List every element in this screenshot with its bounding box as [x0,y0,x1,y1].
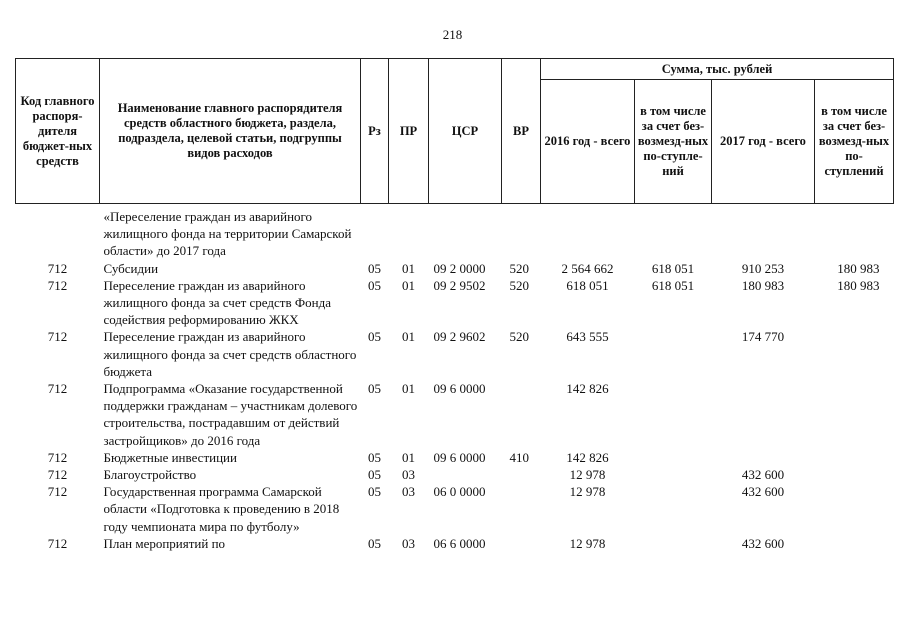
row-2017-free [815,483,894,535]
row-csr: 06 0 0000 [433,484,486,500]
row-2017-free [815,535,894,552]
row-code: 712 [47,260,68,276]
row-2017-total: 432 600 [741,535,785,551]
row-pr: 03 [402,535,415,551]
row-csr: 09 2 0000 [433,260,486,276]
header-2017-free: в том числе за счет без-возмезд-ных по-ступлений [815,80,894,204]
header-name: Наименование главного распорядителя средств областного бюджета, раздела, подраздела, целевой статьи, подгруппы видов расходов [100,59,361,204]
row-2017-free [815,466,894,483]
row-name: План мероприятий по [103,535,226,551]
row-vr [502,466,541,483]
row-name: Субсидии [103,260,159,276]
table-row [16,535,894,552]
row-2017-total: 432 600 [741,467,785,483]
row-csr [429,466,502,483]
row-vr [502,483,541,535]
row-code: 712 [47,484,68,500]
row-2017-total [712,204,815,260]
table-row [16,449,894,466]
row-2017-free: 180 983 [837,260,880,276]
row-rz: 05 [368,277,381,293]
row-2016-free [635,328,712,380]
row-code: 712 [47,467,68,483]
header-2016-total: 2016 год - всего [541,80,635,204]
row-2016-free [635,449,712,466]
header-rz: Рз [361,59,389,204]
table-row [16,204,894,260]
row-2017-free [815,204,894,260]
row-code: 712 [47,535,68,551]
row-2016-total: 142 826 [566,381,609,397]
row-2016-total [541,204,635,260]
row-2016-free [635,466,712,483]
row-pr: 01 [402,381,415,397]
row-vr [502,535,541,552]
row-rz [361,204,389,260]
row-csr: 06 6 0000 [433,535,486,551]
table-header [16,59,894,204]
table-row [16,483,894,535]
row-rz: 05 [368,260,381,276]
row-2017-total: 180 983 [741,277,785,293]
row-code: 712 [47,449,68,465]
row-vr: 410 [509,449,529,465]
row-code: 712 [47,381,68,397]
row-pr: 01 [402,260,415,276]
header-2017-total: 2017 год - всего [712,80,815,204]
budget-table [15,58,894,552]
row-2016-total: 2 564 662 [561,260,614,276]
header-csr: ЦСР [429,59,502,204]
row-pr: 01 [402,277,415,293]
header-code: Код главного распоря-дителя бюджет-ных средств [16,59,100,204]
row-rz: 05 [368,484,381,500]
row-csr: 09 6 0000 [433,449,486,465]
row-2016-free [635,483,712,535]
row-pr: 03 [402,467,415,483]
row-2017-free: 180 983 [837,277,880,293]
row-csr [429,204,502,260]
row-2016-total: 12 978 [569,467,606,483]
row-2017-total: 910 253 [741,260,785,276]
row-2017-free [815,328,894,380]
row-rz: 05 [368,329,381,345]
row-rz: 05 [368,449,381,465]
row-2017-free [815,380,894,449]
row-pr: 03 [402,484,415,500]
row-name: Подпрограмма «Оказание государственной поддержки гражданам – участникам долевого строительства, пострадавшим от действий застройщиков» до 2016 года [103,381,358,448]
row-pr: 01 [402,449,415,465]
row-2016-free [635,535,712,552]
page-number: 218 [442,27,463,42]
row-2017-total [712,449,815,466]
row-pr: 01 [402,329,415,345]
row-2017-total [712,380,815,449]
row-2017-total: 432 600 [741,484,785,500]
row-2016-total: 643 555 [566,329,609,345]
row-name: Государственная программа Самарской области «Подготовка к проведению в 2018 году чемпионата мира по футболу» [103,484,340,534]
row-code: 712 [47,329,68,345]
header-vr: ВР [502,59,541,204]
row-2016-free [635,204,712,260]
row-vr [502,204,541,260]
row-2016-free: 618 051 [651,277,695,293]
table-body [16,204,894,553]
row-csr: 09 2 9602 [433,329,486,345]
row-rz: 05 [368,467,381,483]
row-vr: 520 [509,260,529,276]
row-2016-total: 618 051 [566,277,609,293]
row-rz: 05 [368,535,381,551]
row-name: Бюджетные инвестиции [103,449,237,465]
table-row [16,260,894,277]
row-2016-free [635,380,712,449]
row-2017-total: 174 770 [741,329,785,345]
row-2016-total: 12 978 [569,484,606,500]
row-2017-free [815,449,894,466]
row-code [16,204,100,260]
row-2016-total: 142 826 [566,449,609,465]
row-csr: 09 2 9502 [433,277,486,293]
row-vr: 520 [509,329,529,345]
row-name: «Переселение граждан из аварийного жилищного фонда на территории Самарской области» до 2017 года [103,209,352,259]
row-rz: 05 [368,381,381,397]
row-name: Переселение граждан из аварийного жилищного фонда за счет средств областного бюджета [103,329,357,379]
table-row [16,328,894,380]
header-pr: ПР [389,59,429,204]
header-2016-free: в том числе за счет без-возмезд-ных по-ступле-ний [635,80,712,204]
row-name: Переселение граждан из аварийного жилищного фонда за счет средств Фонда содействия реформированию ЖКХ [103,277,331,328]
table-row [16,277,894,329]
row-name: Благоустройство [103,467,197,483]
row-csr: 09 6 0000 [433,381,486,397]
table-row [16,380,894,449]
row-vr: 520 [509,277,529,293]
row-vr [502,380,541,449]
table-row [16,466,894,483]
header-sum: Сумма, тыс. рублей [541,59,894,80]
row-2016-free: 618 051 [651,260,695,276]
row-2016-total: 12 978 [569,535,606,551]
row-code: 712 [47,277,68,293]
row-pr [389,204,429,260]
